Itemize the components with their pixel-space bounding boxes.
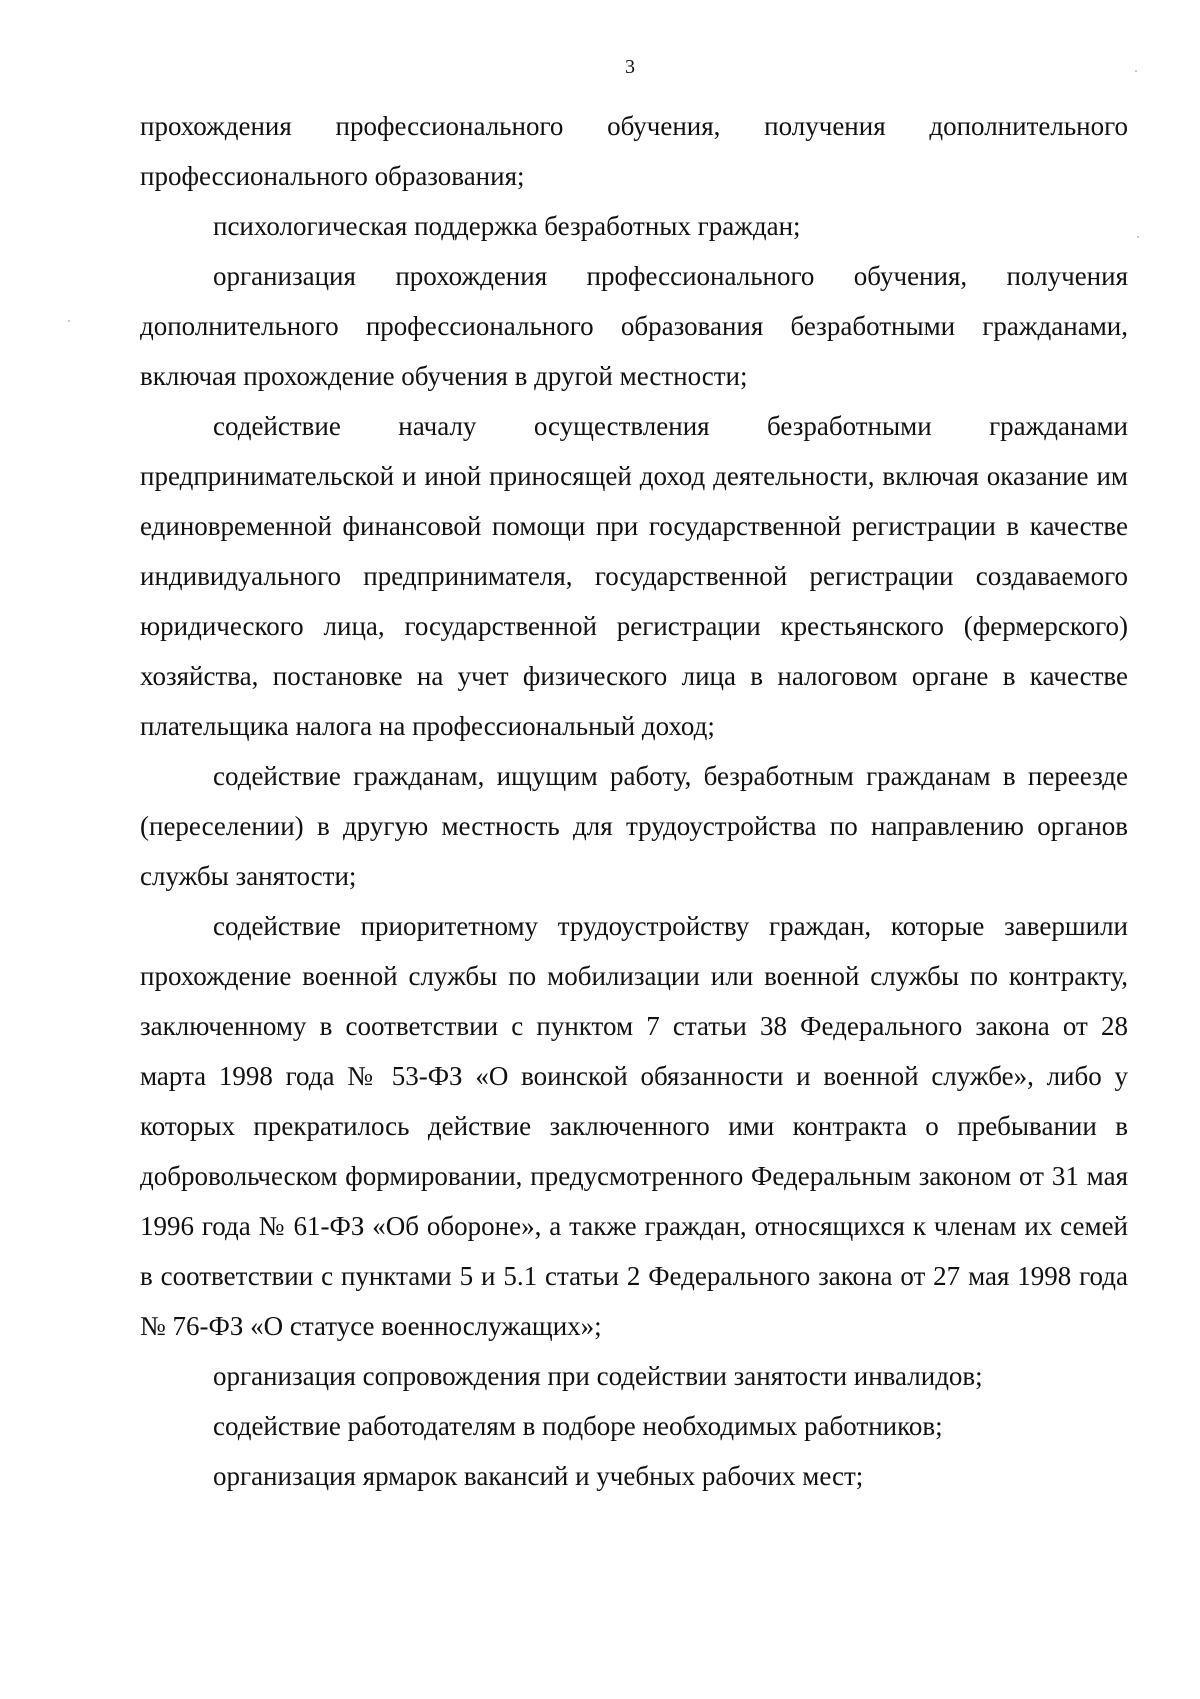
scan-speck [1135, 70, 1137, 72]
paragraph-3: организация прохождения профессионального обучения, получения дополнительного профессионального образования безработными гражданами, включая прохождение обучения в другой местности; [140, 261, 1128, 391]
paragraph-2: психологическая поддержка безработных граждан; [213, 211, 801, 241]
page-number: 3 [625, 56, 635, 78]
paragraph-1: прохождения профессионального обучения, получения дополнительного профессионального образования; [140, 111, 1128, 191]
scan-speck [1137, 236, 1139, 238]
paragraph-4: содействие началу осуществления безработными гражданами предпринимательской и иной приносящей доход деятельности, включая оказание им единовременной финансовой помощи при государственной регистрации в качестве индивидуального предпринимателя, государственной регистрации создаваемого юридического лица, государственной регистрации крестьянского (фермерского) хозяйства, постановке на учет физического лица в налоговом органе в качестве плательщика налога на профессиональный доход; [140, 411, 1128, 741]
document-body [140, 101, 1128, 1501]
paragraph-7: организация сопровождения при содействии занятости инвалидов; [213, 1361, 983, 1391]
paragraph-9: организация ярмарок вакансий и учебных рабочих мест; [213, 1461, 864, 1491]
scan-speck [68, 320, 70, 322]
paragraph-5: содействие гражданам, ищущим работу, безработным гражданам в переезде (переселении) в другую местность для трудоустройства по направлению органов службы занятости; [140, 761, 1128, 891]
paragraph-6: содействие приоритетному трудоустройству граждан, которые завершили прохождение военной службы по мобилизации или военной службы по контракту, заключенному в соответствии с пунктом 7 статьи 38 Федерального закона от 28 марта 1998 года № 53-ФЗ «О воинской обязанности и военной службе», либо у которых прекратилось действие заключенного ими контракта о пребывании в добровольческом формировании, предусмотренного Федеральным законом от 31 мая 1996 года № 61-ФЗ «Об обороне», а также граждан, относящихся к членам их семей в соответствии с пунктами 5 и 5.1 статьи 2 Федерального закона от 27 мая 1998 года № 76-ФЗ «О статусе военнослужащих»; [140, 911, 1128, 1341]
paragraph-8: содействие работодателям в подборе необходимых работников; [213, 1411, 943, 1441]
